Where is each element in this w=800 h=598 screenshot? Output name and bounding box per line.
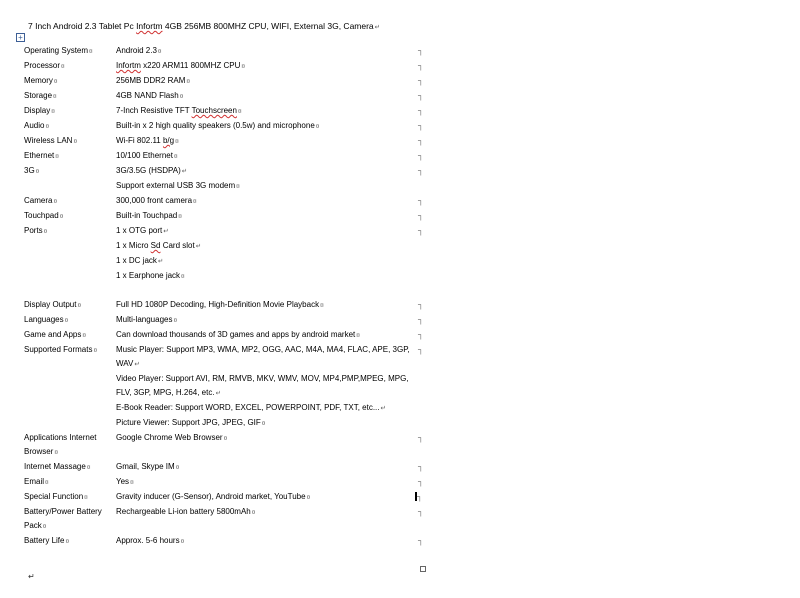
document-end-paragraph-mark: ↵ <box>28 572 35 581</box>
spec-value: Multi-languages¤ <box>116 315 178 324</box>
spec-value: Gmail, Skype IM¤ <box>116 462 180 471</box>
spec-value: Approx. 5-6 hours¤ <box>116 536 185 545</box>
table-row <box>24 328 438 343</box>
spec-value: Infortm x220 ARM11 800MHZ CPU¤ <box>116 61 245 70</box>
spec-label: Special Function¤ <box>24 492 88 501</box>
table-row <box>24 343 438 431</box>
spec-label: Ethernet¤ <box>24 151 59 160</box>
spec-value: Rechargeable Li-ion battery 5800mAh¤ <box>116 507 256 516</box>
spec-label: Supported Formats¤ <box>24 345 98 354</box>
spec-value: Music Player: Support MP3, WMA, MP2, OGG, AAC, M4A, MA4, FLAC, APE, 3GP, WAV↵ Video Player: Support AVI, RM, RMVB, MKV, WMV, MOV, MP4,PMP,MPEG, MPG, FLV, 3GP, MPG, H.264, etc.↵ E-Book Reader: Support WORD, EXCEL, POWERPOINT, PDF, TXT, etc...↵ Picture Viewer: Support JPG, JPEG, GIF¤ <box>116 345 410 427</box>
spec-label: Display Output¤ <box>24 300 82 309</box>
spec-value: Full HD 1080P Decoding, High-Definition Movie Playback¤ <box>116 300 324 309</box>
spec-label: Wireless LAN¤ <box>24 136 78 145</box>
spec-label: Game and Apps¤ <box>24 330 86 339</box>
spec-label: Battery/Power Battery Pack¤ <box>24 507 102 530</box>
spec-label: Camera¤ <box>24 196 58 205</box>
spec-label: Display¤ <box>24 106 55 115</box>
spec-value: Built-in Touchpad¤ <box>116 211 182 220</box>
spec-value: 256MB DDR2 RAM¤ <box>116 76 190 85</box>
table-row <box>24 505 438 534</box>
table-row <box>24 475 438 490</box>
spec-label: 3G¤ <box>24 166 40 175</box>
spec-value: Google Chrome Web Browser¤ <box>116 433 228 442</box>
spec-table <box>24 44 438 549</box>
spec-value: Built-in x 2 high quality speakers (0.5w) and microphone¤ <box>116 121 320 130</box>
spec-value: 3G/3.5G (HSDPA)↵ Support external USB 3G modem¤ <box>116 166 240 190</box>
title-text-rest: 4GB 256MB 800MHZ CPU, WIFI, External 3G, Camera <box>162 21 374 31</box>
spec-label: Battery Life¤ <box>24 536 70 545</box>
spec-label: Email¤ <box>24 477 49 486</box>
spec-label: Processor¤ <box>24 61 65 70</box>
spec-value: 4GB NAND Flash¤ <box>116 91 184 100</box>
table-row <box>24 164 438 194</box>
spec-value: Android 2.3¤ <box>116 46 162 55</box>
table-row <box>24 194 438 209</box>
row-end-mark: ┐ <box>418 121 424 130</box>
spec-label: Touchpad¤ <box>24 211 64 220</box>
title-text: 7 Inch Android 2.3 Tablet Pc <box>28 21 137 31</box>
row-end-mark: ┐ <box>417 492 423 501</box>
spec-label: Operating System¤ <box>24 46 93 55</box>
table-row <box>24 44 438 59</box>
spec-label: Memory¤ <box>24 76 58 85</box>
paragraph-mark: ↵ <box>374 24 381 31</box>
table-row <box>24 104 438 119</box>
table-row <box>24 209 438 224</box>
spec-label: Applications Internet Browser¤ <box>24 433 97 456</box>
table-row <box>24 534 438 549</box>
spec-value: 7-Inch Resistive TFT Touchscreen¤ <box>116 106 242 115</box>
spec-label: Internet Massage¤ <box>24 462 91 471</box>
table-row <box>24 149 438 164</box>
title-spellcheck-word: Infortm <box>136 21 163 31</box>
row-end-mark: ┐ <box>418 433 424 442</box>
row-end-mark: ┐ <box>418 462 424 471</box>
row-end-mark: ┐ <box>418 76 424 85</box>
row-end-mark: ┐ <box>418 166 424 175</box>
spec-label: Storage¤ <box>24 91 57 100</box>
row-end-mark: ┐ <box>418 300 424 309</box>
table-row <box>24 490 438 505</box>
table-row <box>24 313 438 328</box>
table-resize-handle[interactable] <box>420 566 426 572</box>
row-end-mark: ┐ <box>418 196 424 205</box>
table-row <box>24 74 438 89</box>
table-row <box>24 224 438 298</box>
row-end-mark: ┐ <box>418 315 424 324</box>
spec-label: Languages¤ <box>24 315 69 324</box>
row-end-mark: ┐ <box>418 477 424 486</box>
spec-value: Can download thousands of 3D games and apps by android market¤ <box>116 330 360 339</box>
table-row <box>24 89 438 104</box>
table-row <box>24 134 438 149</box>
table-row <box>24 59 438 74</box>
row-end-mark: ┐ <box>418 536 424 545</box>
row-end-mark: ┐ <box>418 91 424 100</box>
row-end-mark: ┐ <box>418 46 424 55</box>
document-title <box>28 21 380 31</box>
spec-label: Ports¤ <box>24 226 48 235</box>
spec-value: 1 x OTG port↵ 1 x Micro Sd Card slot↵ 1 x DC jack↵ 1 x Earphone jack¤ <box>116 226 202 280</box>
row-end-mark: ┐ <box>418 151 424 160</box>
spec-value: Gravity inducer (G-Sensor), Android market, YouTube¤ <box>116 492 311 501</box>
row-end-mark: ┐ <box>418 61 424 70</box>
row-end-mark: ┐ <box>418 136 424 145</box>
spec-label: Audio¤ <box>24 121 50 130</box>
table-row <box>24 298 438 313</box>
table-row <box>24 431 438 460</box>
row-end-mark: ┐ <box>418 106 424 115</box>
row-end-mark: ┐ <box>418 507 424 516</box>
table-row <box>24 119 438 134</box>
table-move-handle-icon[interactable]: + <box>16 33 25 42</box>
row-end-mark: ┐ <box>418 226 424 235</box>
row-end-mark: ┐ <box>418 330 424 339</box>
spec-value: 300,000 front camera¤ <box>116 196 197 205</box>
spec-value: Yes¤ <box>116 477 134 486</box>
spec-value: 10/100 Ethernet¤ <box>116 151 178 160</box>
row-end-mark: ┐ <box>418 345 424 354</box>
table-row <box>24 460 438 475</box>
row-end-mark: ┐ <box>418 211 424 220</box>
spec-value: Wi-Fi 802.11 b/g¤ <box>116 136 179 145</box>
